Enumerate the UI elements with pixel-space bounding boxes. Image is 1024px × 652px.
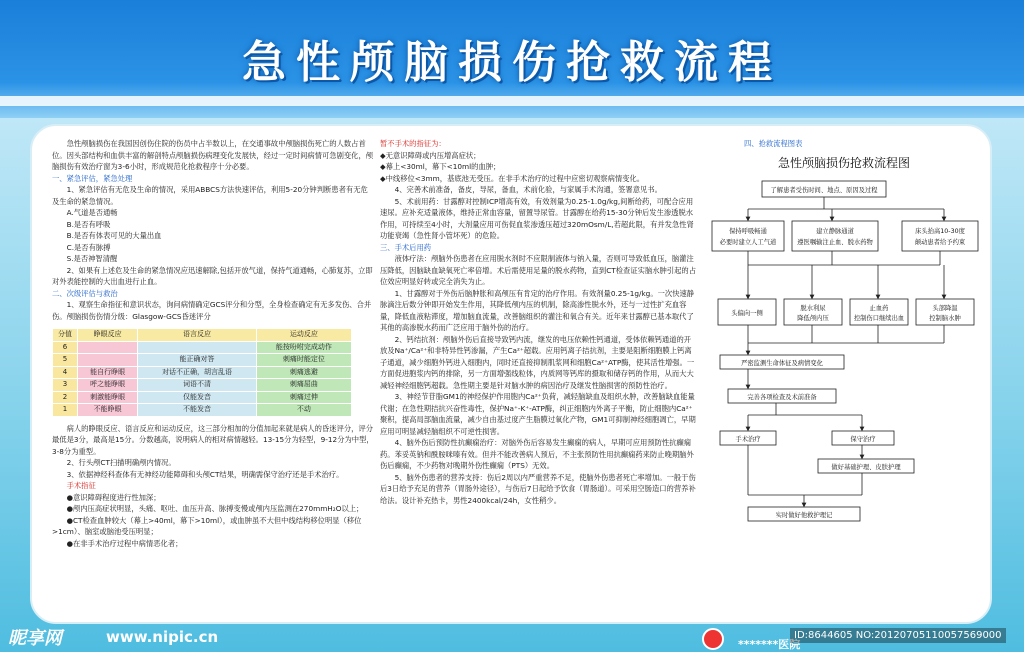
table-cell: 3 bbox=[53, 379, 78, 392]
list-item: ◆幕上<30ml，幕下<10ml的血肿； bbox=[380, 162, 501, 171]
column-middle bbox=[380, 138, 698, 506]
page-title: 急性颅脑损伤抢救流程 bbox=[242, 37, 782, 88]
section-heading-1: 一、紧急评估，紧急处理 bbox=[52, 173, 133, 183]
flowchart-title: 急性颅脑损伤抢救流程图 bbox=[777, 155, 910, 170]
list-item: B.是否有呼吸 bbox=[66, 219, 111, 229]
section-heading-3: 三、手术后用药 bbox=[380, 242, 432, 252]
table-cell: 1 bbox=[53, 404, 78, 417]
column-left bbox=[52, 138, 374, 549]
flow-text: 实时做好他救护理记 bbox=[775, 512, 833, 519]
table-header-cell: 语言反应 bbox=[138, 329, 257, 342]
table-cell: 6 bbox=[53, 341, 78, 354]
table-cell bbox=[78, 354, 138, 367]
list-item: ●CT检查血肿较大（幕上>40ml，幕下>10ml），或血肿虽不大但中线结构移位明显（移位>1cm）、脑室或脑池受压明显； bbox=[52, 515, 362, 536]
column-right bbox=[706, 138, 982, 589]
list-item: S.是否神智清醒 bbox=[66, 254, 118, 263]
section-heading-2: 二、次级评估与救治 bbox=[52, 288, 118, 298]
paragraph: 病人的睁眼反应、语言反应和运动反应，这三部分相加的分值加起来就是病人的昏迷评分，评分最低是3分，最高是15分。分数越高，说明病人的相对病情越轻。13-15分为轻型，9-12分为中型，3-8分为重型。 bbox=[52, 423, 374, 456]
list-item: B.是否有体表可见的大量出血 bbox=[66, 231, 162, 240]
paragraph: 2、钙结抗剂：颅脑外伤后直接导致钙内流，继发的电压依赖性钙通道，受体依赖钙通道的开放及Na⁺/Ca²⁺和非特异性钙渗漏，产生Ca²⁺超载。应用钙离子拮抗剂，主要是阻断细胞膜上钙离子通道，减少细胞外钙进入细胞内，同时还直接抑制肌浆网和细胞Ca²⁺ATP酶，使其活性增强。一方面促进胞浆内钙的排除，另一方面增强线粒体，内质网等钙库的摄取和储存钙的作用，从而大大减轻神经细胞钙超载。急性期主要是针对脑水肿的病因治疗及继发性脑损害的预防性治疗。 bbox=[380, 334, 695, 390]
intro-paragraph: 急性颅脑损伤在我国因创伤住院的伤员中占半数以上，在交通事故中颅脑损伤死亡的人数占首位。因头部结构和血供丰富的解剖特点颅脑损伤病理变化发展快，经过一定时间病情可急剧变化，颅脑损伤有效治疗窗为3-6小时，形成规范化抢救程序十分必要。 bbox=[52, 139, 374, 171]
table-cell bbox=[138, 341, 257, 354]
table-cell: 2 bbox=[53, 391, 78, 404]
table-cell: 刺痛时能定位 bbox=[256, 354, 351, 367]
flow-text: 保持呼吸畅通 bbox=[729, 228, 767, 235]
list-item: ●在非手术治疗过程中病情恶化者； bbox=[66, 538, 183, 548]
flow-node bbox=[792, 221, 878, 251]
surgery-heading: 手术指征 bbox=[66, 481, 96, 490]
table-cell: 5 bbox=[53, 354, 78, 367]
list-item: ●意识障碍程度进行性加深； bbox=[66, 492, 161, 502]
list-item: ●颅内压高症状明显，头痛、呕吐、血压升高、脉搏变慢或颅内压监测在270mmH₂O以上； bbox=[66, 504, 364, 513]
gcs-table bbox=[52, 328, 352, 417]
section-heading-4: 四、抢救流程图表 bbox=[744, 139, 803, 148]
list-item: ◆无意识障碍或内压增高症状； bbox=[380, 150, 481, 160]
content-panel bbox=[30, 124, 992, 624]
flowchart bbox=[706, 173, 982, 589]
flow-text: 了解患者受伤时间、地点、原因及过程 bbox=[770, 187, 878, 194]
watermark-brand: 昵享网 bbox=[8, 628, 62, 649]
non-surgery-heading: 暂不手术的指征为： bbox=[380, 139, 446, 148]
hospital-logo-icon bbox=[702, 628, 724, 650]
flow-text: 脱水利尿 bbox=[800, 305, 826, 312]
paragraph: 1、观察生命指征和意识状态，询问病情确定GCS评分和分型，全身检查确定有无多发伤、合并伤。颅脑损伤伤情分级：Glasgow-GCS昏迷评分 bbox=[52, 300, 372, 321]
table-header-cell: 睁眼反应 bbox=[78, 329, 138, 342]
hospital-name: *******医院 bbox=[738, 638, 801, 651]
table-row bbox=[53, 354, 352, 367]
flow-text: 必要时建立人工气道 bbox=[719, 239, 777, 246]
flow-text: 头部降温 bbox=[932, 305, 958, 312]
flow-text: 头偏向一侧 bbox=[731, 310, 763, 317]
list-item: A.气道是否通畅 bbox=[66, 208, 118, 217]
table-row bbox=[53, 366, 352, 379]
paragraph: 液体疗法：颅脑外伤患者在应用脱水剂时不应限制液体与钠入量，否则可导致低血压，脑灌注压降低，因脑缺血缺氧死亡率倍增。术后需使用足量的脱水药物，直到CT检查证实脑水肿引起的占位效应明显好转或完全消失为止。 bbox=[380, 254, 697, 286]
flow-text: 床头抬高10-30度 bbox=[915, 228, 965, 235]
header-stripe bbox=[0, 96, 1024, 106]
table-cell: 刺痛屈曲 bbox=[256, 379, 351, 392]
flow-text: 止血药 bbox=[869, 305, 889, 312]
paragraph: 3、依据神经科查体有无神经功能障碍和头颅CT结果，明确需保守治疗还是手术治疗。 bbox=[66, 469, 344, 479]
table-cell: 刺痛逃避 bbox=[256, 366, 351, 379]
table-cell bbox=[78, 341, 138, 354]
list-item: C.是否有脉搏 bbox=[66, 242, 111, 252]
table-header-row bbox=[53, 329, 352, 342]
paragraph: 2、行头颅CT扫描明确颅内情况。 bbox=[66, 458, 176, 467]
table-cell: 能自行睁眼 bbox=[78, 366, 138, 379]
table-cell: 能按吩咐完成动作 bbox=[256, 341, 351, 354]
flow-node bbox=[902, 221, 978, 251]
flow-text: 建立静脉通道 bbox=[816, 228, 854, 235]
flow-text: 严密监测生命体征及病情变化 bbox=[741, 360, 823, 367]
paragraph: 4、完善术前准备，备皮，导尿，备血，术前化验，与家属手术沟通，签署意见书。 bbox=[394, 185, 662, 194]
table-cell: 4 bbox=[53, 366, 78, 379]
paragraph: 5、术前用药：甘露醇对控制ICP增高有效，有效剂量为0.25-1.0g/kg,间断给药，可配合应用速尿。应补充适量液体，维持正常血容量，留置导尿管。甘露醇在给药15-30分钟后发生渗透脱水作用，可持续至4小时，大剂量应用可伤促血浆渗透压超过320mOsm/L,若超此限，有并发急性肾功能衰竭（急性肾小管坏死）的危险。 bbox=[380, 196, 694, 240]
table-row bbox=[53, 341, 352, 354]
table-cell: 不动 bbox=[256, 404, 351, 417]
paragraph: 1、紧急评估有无危及生命的情况，采用ABBCS方法快速评估，利用5-20分钟判断患者有无危及生命的紧急情况。 bbox=[52, 185, 368, 206]
paragraph: 4、脑外伤后预防性抗癫痫治疗：对脑外伤后容易发生癫痫的病人，早期可应用预防性抗癫痫药。苯妥英钠和酰胺咪嗪有效。但并不能改善病人预后，不主张预防性用抗癫痫药来防止晚期脑外伤后癫痫，不少药物对晚期外伤性癫痫（PTS）无效。 bbox=[380, 438, 694, 470]
paragraph: 1、甘露醇对于外伤后脑肿胀和高颅压有肯定的治疗作用。有效剂量0.25-1g/kg。一次快速静脉滴注后数分钟即开始发生作用，其降低颅内压的机制，除高渗性脱水外，还与一过性扩充血容量，降低血液粘滞度，增加脑血流量，改善脑组织的灌注和氧合有关。近年来甘露醇已基本取代了其他的高渗脱水药而广泛应用于脑外伤的治疗。 bbox=[380, 288, 695, 332]
header-banner bbox=[0, 0, 1024, 118]
watermark-url: www.nipic.cn bbox=[106, 628, 219, 646]
flow-text: 做好基础护理、皮肤护理 bbox=[831, 464, 901, 471]
paragraph: 5、脑外伤患者的营养支持：伤后2周以内严重营养不足，使脑外伤患者死亡率增加。一般于伤后3日给予充足的营养（胃肠外途径），与伤后7日起给予饮食（胃肠道）。可采用空肠造口的营养补给法。设计补充热卡，男性2400kcal/24h，女性稍少。 bbox=[380, 472, 696, 505]
table-cell: 不能发音 bbox=[138, 404, 257, 417]
table-header-cell: 运动反应 bbox=[256, 329, 351, 342]
flow-text: 手术治疗 bbox=[735, 436, 761, 443]
paragraph: 3、神经节苷脂GM1的神经保护作用胞内Ca²⁺负荷，减轻脑缺血及组织水肿，改善脑缺血能量代谢；在急性期拮抗兴奋性毒性，保护Na⁺-K⁺-ATP酶，纠正细胞内外离子平衡，防止细胞内Ca²⁺聚积，提高局部脑血流量，减少自由基过度产生脂膜过氧化产物，GM1可抑制神经细胞凋亡，早期应用可明显减轻脑组织不可逆性损害。 bbox=[380, 392, 696, 436]
table-cell: 词语不清 bbox=[138, 379, 257, 392]
paragraph: 2、如果有上述危及生命的紧急情况应迅速解除,包括开放气道，保持气道通畅，心肺复苏，立即对外表能控制的大出血进行止血。 bbox=[52, 265, 373, 286]
table-row bbox=[53, 379, 352, 392]
flow-text: 完善各项检查及术前准备 bbox=[747, 394, 817, 401]
table-row bbox=[53, 391, 352, 404]
table-row bbox=[53, 404, 352, 417]
table-cell: 不能睁眼 bbox=[78, 404, 138, 417]
flow-node bbox=[712, 221, 784, 251]
abc-list bbox=[52, 207, 374, 265]
table-cell: 仅能发音 bbox=[138, 391, 257, 404]
flow-text: 保守治疗 bbox=[850, 436, 876, 443]
flow-text: 控制脑水肿 bbox=[929, 315, 961, 322]
table-cell: 呼之能睁眼 bbox=[78, 379, 138, 392]
flow-text: 颠动患者给予约束 bbox=[914, 239, 966, 246]
table-cell: 对话不正确，胡言乱语 bbox=[138, 366, 257, 379]
flow-text: 遵医嘱输注止血、脱水药物 bbox=[797, 239, 873, 246]
table-cell: 刺痛过伸 bbox=[256, 391, 351, 404]
table-header-cell: 分值 bbox=[53, 329, 78, 342]
table-cell: 刺激能睁眼 bbox=[78, 391, 138, 404]
image-id: ID:8644605 NO:20120705110057569000 bbox=[790, 628, 1006, 643]
list-item: ◆中线移位<3mm，基底池无受压。在非手术治疗的过程中应密切观察病情变化。 bbox=[380, 173, 645, 183]
table-cell: 能正确对答 bbox=[138, 354, 257, 367]
flow-text: 降低颅内压 bbox=[797, 315, 829, 322]
flow-text: 控制伤口继续出血 bbox=[853, 315, 905, 322]
